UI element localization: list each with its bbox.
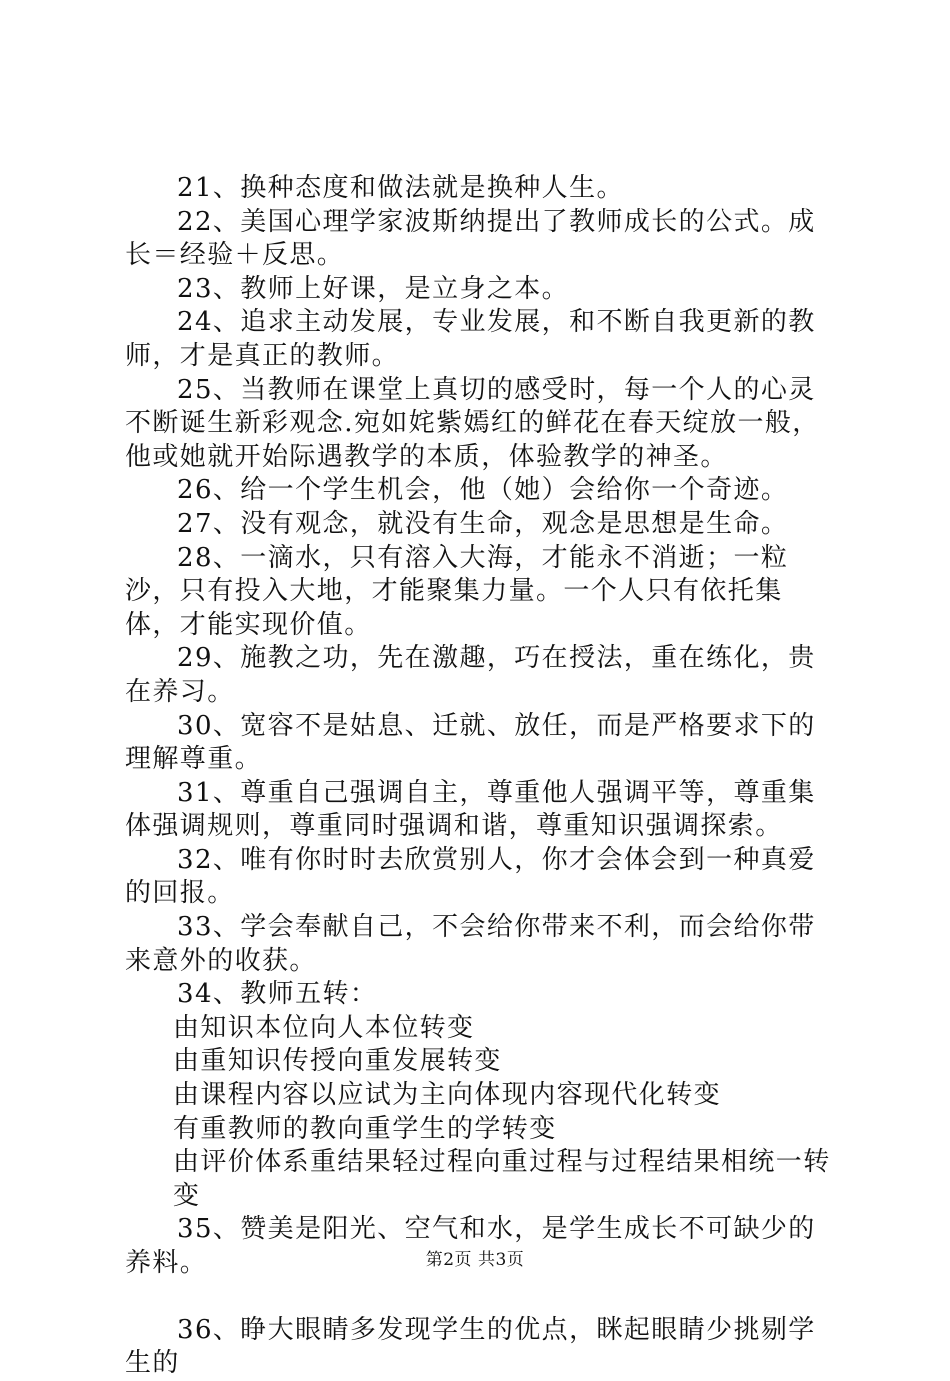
paragraph-23: 23、教师上好课，是立身之本。: [177, 273, 570, 304]
paragraph-35: 35、赞美是阳光、空气和水，是学生成长不可缺少的养料。: [125, 1214, 816, 1278]
paragraph-25: 25、当教师在课堂上真切的感受时，每一个人的心灵不断诞生新彩观念.宛如姹紫嫣红的鲜花在春天绽放一般，他或她就开始际遇教学的本质，体验教学的神圣。: [125, 374, 820, 472]
paragraph-29: 29、施教之功，先在激趣，巧在授法，重在练化，贵在养习。: [125, 643, 816, 707]
sub-item-1: 由知识本位向人本位转变: [173, 1012, 475, 1043]
paragraph-31: 31、尊重自己强调自主，尊重他人强调平等，尊重集体强调规则，尊重同时强调和谐，尊重知识强调探索。: [125, 777, 816, 842]
paragraph-28: 28、一滴水，只有溶入大海，才能永不消逝；一粒沙，只有投入大地，才能聚集力量。一个人只有依托集体，才能实现价值。: [125, 542, 789, 640]
paragraph-33: 33、学会奉献自己，不会给你带来不利，而会给你带来意外的收获。: [125, 912, 816, 976]
paragraph-22: 22、美国心理学家波斯纳提出了教师成长的公式。成长＝经验＋反思。: [125, 206, 816, 271]
paragraph-24: 24、追求主动发展，专业发展，和不断自我更新的教师，才是真正的教师。: [125, 307, 816, 371]
paragraph-21: 21、换种态度和做法就是换种人生。: [177, 173, 624, 203]
paragraph-32: 32、唯有你时时去欣赏别人，你才会体会到一种真爱的回报。: [125, 844, 816, 909]
sub-item-2: 由重知识传授向重发展转变: [173, 1046, 502, 1077]
paragraph-36: 36、睁大眼睛多发现学生的优点，眯起眼睛少挑剔学生的: [125, 1314, 816, 1379]
sub-item-4: 有重教师的教向重学生的学转变: [173, 1113, 557, 1144]
paragraph-27: 27、没有观念，就没有生命，观念是思想是生命。: [177, 508, 789, 539]
paragraph-26: 26、给一个学生机会，他（她）会给你一个奇迹。: [177, 475, 789, 506]
blank-line: [125, 1281, 835, 1314]
page-footer: 第2页 共3页: [425, 1250, 525, 1270]
document-body: [125, 172, 835, 1381]
sub-item-3: 由课程内容以应试为主向体现内容现代化转变: [173, 1080, 722, 1111]
paragraph-30: 30、宽容不是姑息、迁就、放任，而是严格要求下的理解尊重。: [125, 710, 816, 775]
paragraph-34: 34、教师五转：: [177, 979, 378, 1010]
sub-item-5: 由评价体系重结果轻过程向重过程与过程结果相统一转变: [173, 1147, 831, 1211]
